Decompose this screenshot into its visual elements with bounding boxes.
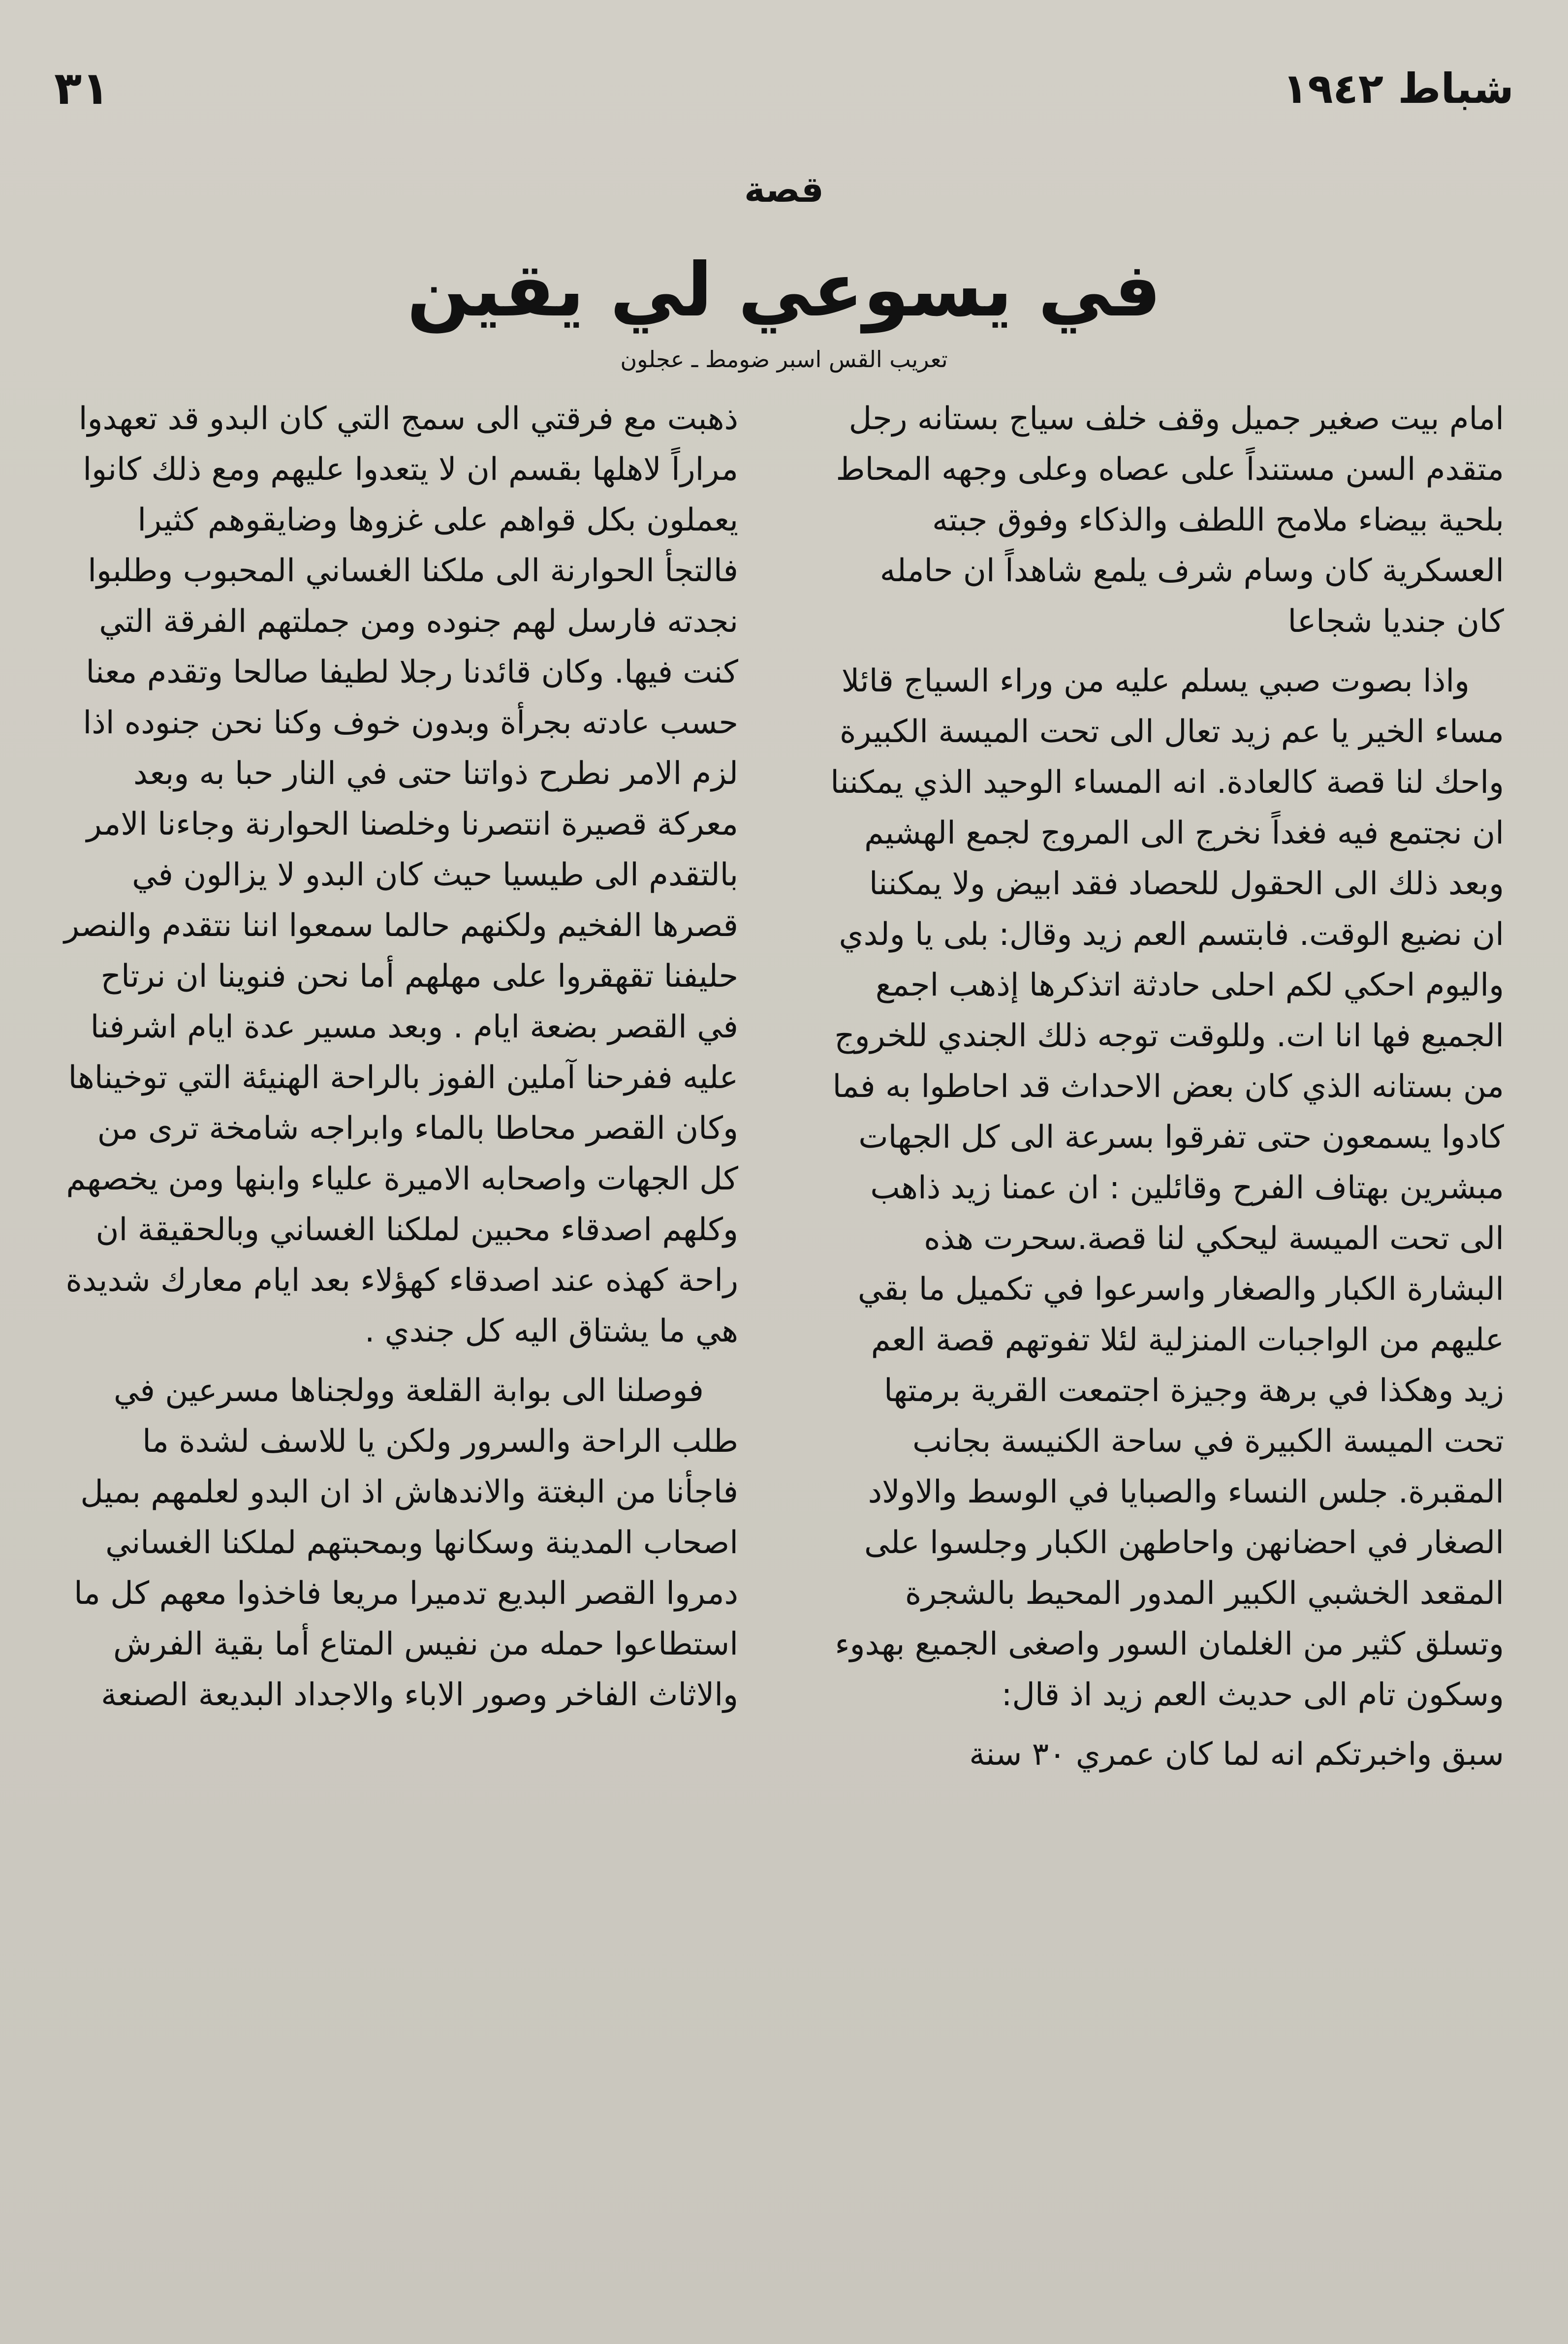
page-header bbox=[54, 54, 1514, 123]
paragraph: امام بيت صغير جميل وقف خلف سياج بستانه رجل متقدم السن مستنداً على عصاه وعلى وجهه المحاط بلحية بيضاء ملامح اللطف والذكاء وفوق جبته العسكرية كان وسام شرف يلمع شاهداً ان حامله كان جنديا شجاعا bbox=[836, 401, 1504, 640]
column-gutter bbox=[781, 404, 782, 2274]
paragraph: فوصلنا الى بوابة القلعة وولجناها مسرعين في طلب الراحة والسرور ولكن يا للاسف لشدة ما فاجأنا من البغتة والاندهاش اذ ان البدو لعلمهم بميل اصحاب المدينة وسكانها وبمحبتهم لملكنا الغساني دمروا القصر البديع تدميرا مريعا فاخذوا معهم كل ما استطاعوا حمله من نفيس المتاع أما بقية الفرش والاثاث الفاخر وصور الاباء والاجداد البديعة الصنعة bbox=[74, 1373, 738, 1713]
text-column-left bbox=[64, 394, 738, 1729]
story-title: في يسوعي لي يقين bbox=[407, 248, 1161, 333]
section-kicker: قصة bbox=[744, 169, 824, 210]
paragraph: واذا بصوت صبي يسلم عليه من وراء السياج قائلا مساء الخير يا عم زيد تعال الى تحت الميسة الكبيرة واحك لنا قصة كالعادة. انه المساء الوحيد الذي يمكننا ان نجتمع فيه فغداً نخرج الى المروج لجمع الهشيم وبعد ذلك الى الحقول للحصاد فقد ابيض ولا يمكننا ان نضيع الوقت. فابتسم العم زيد وقال: بلى يا ولدي واليوم احكي لكم احلى حادثة اتذكرها إذهب اجمع الجميع فها انا ات. وللوقت توجه ذلك الجندي للخروج من بستانه الذي كان بعض الاحداث قد احاطوا به فما كادوا يسمعون حتى تفرقوا بسرعة الى كل الجهات مبشرين بهتاف الفرح وقائلين : ان عمنا زيد ذاهب الى تحت الميسة ليحكي لنا قصة.سحرت هذه البشارة الكبار والصغار واسرعوا في تكميل ما بقي عليهم من الواجبات المنزلية لئلا تفوتهم قصة العم زيد وهكذا في برهة وجيزة اجتمعت القرية برمتها تحت الميسة الكبيرة في ساحة الكنيسة بجانب المقبرة. جلس النساء والصبايا في الوسط والاولاد الصغار في احضانهن واحاطهن الكبار وجلسوا على المقعد الخشبي الكبير المدور المحيط بالشجرة وتسلق كثير من الغلمان السور واصغى الجميع بهدوء وسكون تام الى حديث العم زيد اذ قال: bbox=[830, 663, 1504, 1713]
page-number: ٣١ bbox=[54, 62, 110, 115]
paragraph: ذهبت مع فرقتي الى سمج التي كان البدو قد تعهدوا مراراً لاهلها بقسم ان لا يتعدوا عليهم ومع ذلك كانوا يعملون بكل قواهم على غزوها وضايقوهم كثيرا فالتجأ الحوارنة الى ملكنا الغساني المحبوب وطلبوا نجدته فارسل لهم جنوده ومن جملتهم الفرقة التي كنت فيها. وكان قائدنا رجلا لطيفا صالحا وتقدم معنا حسب عادته بجرأة وبدون خوف وكنا نحن جنوده اذا لزم الامر نطرح ذواتنا حتى في النار حبا به وبعد معركة قصيرة انتصرنا وخلصنا الحوارنة وجاءنا الامر بالتقدم الى طيسيا حيث كان البدو لا يزالون في قصرها الفخيم ولكنهم حالما سمعوا اننا نتقدم والنصر حليفنا تقهقروا على مهلهم أما نحن فنوينا ان نرتاح في القصر بضعة ايام . وبعد مسير عدة ايام اشرفنا عليه ففرحنا آملين الفوز بالراحة الهنيئة التي توخيناها وكان القصر محاطا بالماء وابراجه شامخة ترى من كل الجهات واصحابه الاميرة علياء وابنها ومن يخصهم وكلهم اصدقاء محبين لملكنا الغساني وبالحقيقة ان راحة كهذه عند اصدقاء كهؤلاء بعد ايام معارك شديدة هي ما يشتاق اليه كل جندي . bbox=[64, 401, 738, 1349]
story-byline: تعريب القس اسبر ضومط ـ عجلون bbox=[620, 346, 948, 373]
paragraph: سبق واخبرتكم انه لما كان عمري ٣٠ سنة bbox=[969, 1736, 1504, 1773]
issue-date: شباط ١٩٤٢ bbox=[1283, 64, 1514, 113]
text-column-right bbox=[830, 394, 1504, 1789]
